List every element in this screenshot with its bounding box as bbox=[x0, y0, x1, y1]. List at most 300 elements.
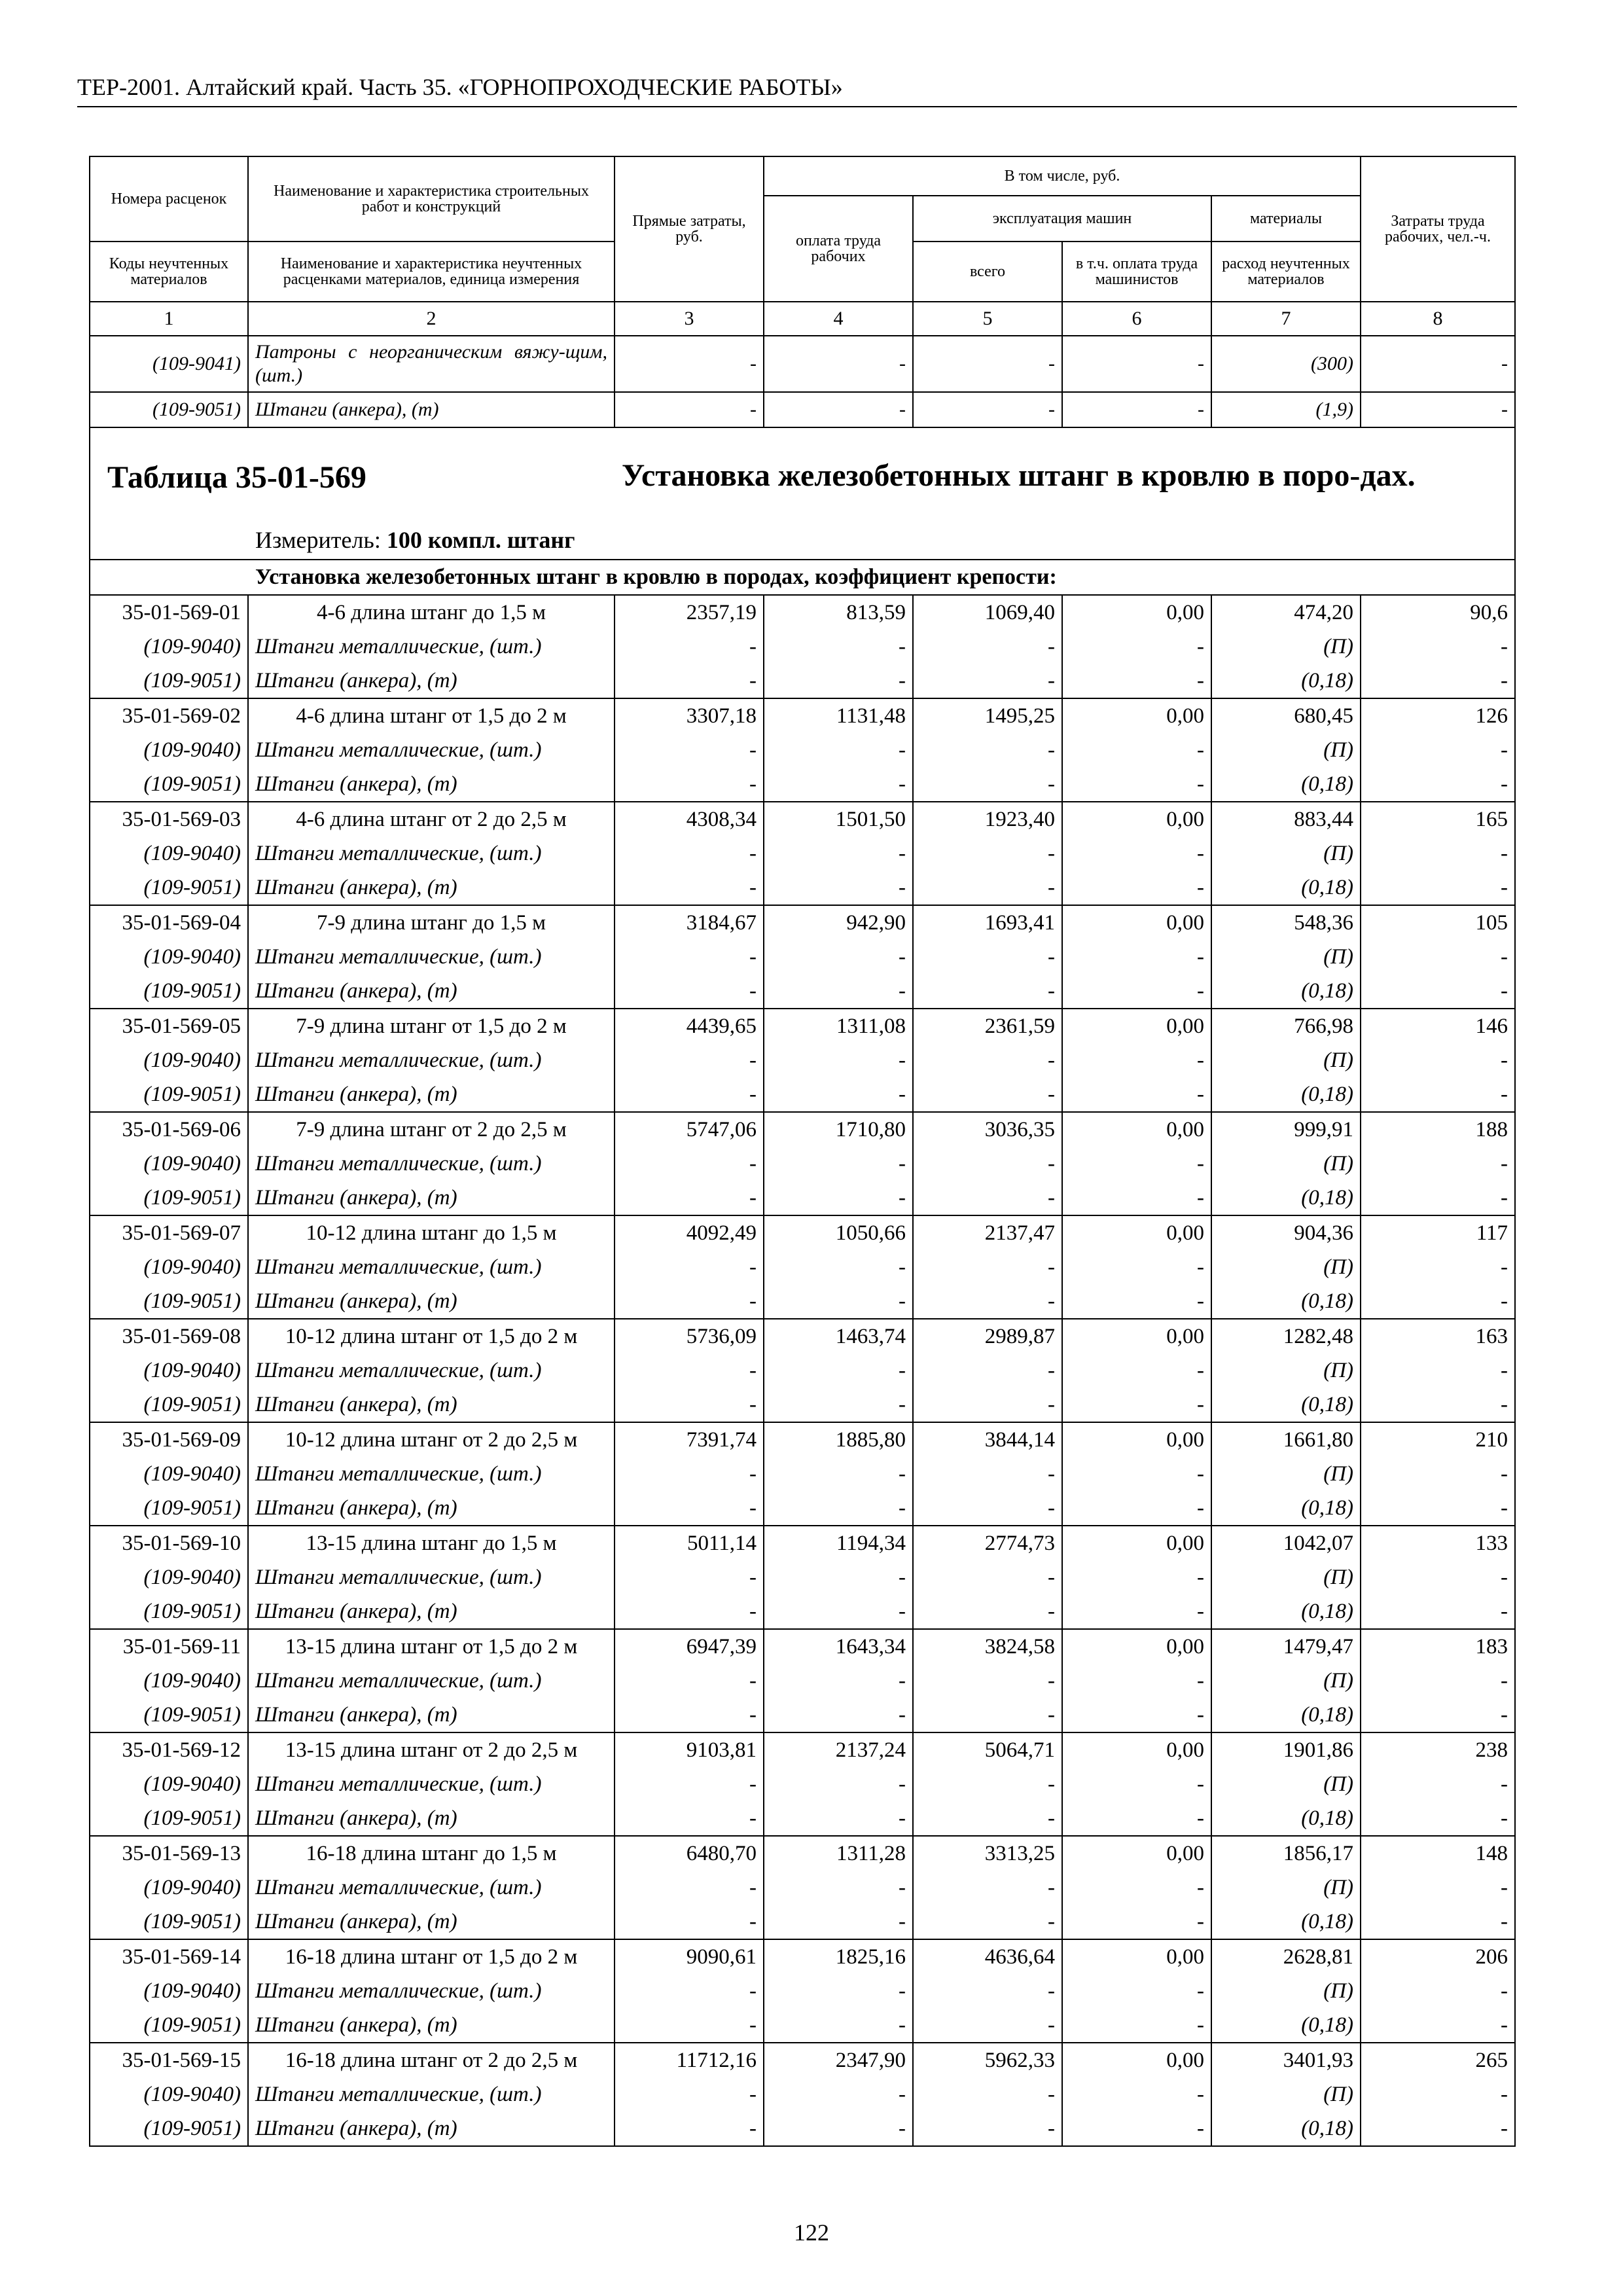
cell-direct: - bbox=[615, 1664, 764, 1698]
material-row bbox=[90, 1905, 1515, 1939]
cell-material-consumption: 883,44 bbox=[1211, 802, 1361, 836]
cell-direct: 2357,19 bbox=[615, 595, 764, 630]
material-name: Штанги металлические, (шт.) bbox=[248, 2077, 615, 2111]
cell-machines: - bbox=[913, 2008, 1062, 2043]
cell-direct: - bbox=[615, 1801, 764, 1836]
cell-worker-pay: - bbox=[764, 1388, 913, 1422]
rate-code: 35-01-569-09 bbox=[90, 1422, 248, 1457]
cell-direct: - bbox=[615, 1147, 764, 1181]
cell-worker-pay: - bbox=[764, 2008, 913, 2043]
material-row bbox=[90, 1664, 1515, 1698]
rate-row bbox=[90, 595, 1515, 630]
cell-operator-pay: - bbox=[1062, 392, 1211, 427]
cell-worker-pay: 1311,28 bbox=[764, 1836, 913, 1871]
rate-row bbox=[90, 1319, 1515, 1354]
material-row bbox=[90, 1181, 1515, 1215]
cell-machines: - bbox=[913, 1767, 1062, 1801]
table-number: Таблица 35-01-569 bbox=[107, 460, 366, 495]
rate-name: 13-15 длина штанг от 2 до 2,5 м bbox=[248, 1732, 615, 1767]
cell-operator-pay: 0,00 bbox=[1062, 2043, 1211, 2077]
rate-name: 13-15 длина штанг до 1,5 м bbox=[248, 1526, 615, 1560]
material-code: (109-9040) bbox=[90, 630, 248, 664]
cell-worker-pay: 1710,80 bbox=[764, 1112, 913, 1147]
cell-material-consumption: (П) bbox=[1211, 836, 1361, 870]
material-row bbox=[90, 1077, 1515, 1112]
cell-labor: 238 bbox=[1361, 1732, 1515, 1767]
material-code: (109-9040) bbox=[90, 733, 248, 767]
cell-worker-pay: - bbox=[764, 1801, 913, 1836]
cell-material-consumption: (П) bbox=[1211, 1250, 1361, 1284]
rate-code: 35-01-569-12 bbox=[90, 1732, 248, 1767]
cell-material-consumption: (П) bbox=[1211, 940, 1361, 974]
cell-labor: - bbox=[1361, 2008, 1515, 2043]
cell-material-consumption: (П) bbox=[1211, 1147, 1361, 1181]
material-name: Штанги металлические, (шт.) bbox=[248, 1457, 615, 1491]
cell-machines: 3036,35 bbox=[913, 1112, 1062, 1147]
cell-labor: 148 bbox=[1361, 1836, 1515, 1871]
cell-worker-pay: - bbox=[764, 1871, 913, 1905]
cell-direct: - bbox=[615, 1077, 764, 1112]
cell-machines: 5962,33 bbox=[913, 2043, 1062, 2077]
header-materials: материалы bbox=[1211, 196, 1361, 242]
cell-machines: - bbox=[913, 1354, 1062, 1388]
cell-operator-pay: - bbox=[1062, 974, 1211, 1009]
material-code: (109-9051) bbox=[90, 1181, 248, 1215]
material-row bbox=[90, 836, 1515, 870]
cell-direct: 9090,61 bbox=[615, 1939, 764, 1974]
material-name: Штанги (анкера), (т) bbox=[248, 1698, 615, 1732]
material-row bbox=[90, 1698, 1515, 1732]
cell-material-consumption: 999,91 bbox=[1211, 1112, 1361, 1147]
material-name: Штанги металлические, (шт.) bbox=[248, 1354, 615, 1388]
cell-worker-pay: - bbox=[764, 1664, 913, 1698]
cell-machines: 3313,25 bbox=[913, 1836, 1062, 1871]
cell-operator-pay: - bbox=[1062, 1250, 1211, 1284]
cell-direct: - bbox=[615, 1354, 764, 1388]
cell-material-consumption: (0,18) bbox=[1211, 1594, 1361, 1629]
material-row bbox=[90, 1974, 1515, 2008]
material-code: (109-9040) bbox=[90, 836, 248, 870]
rate-row bbox=[90, 1629, 1515, 1664]
cell-machines: - bbox=[913, 836, 1062, 870]
cell-worker-pay: 2137,24 bbox=[764, 1732, 913, 1767]
cell-worker-pay: 942,90 bbox=[764, 905, 913, 940]
cell-machines: - bbox=[913, 1250, 1062, 1284]
cell-material-consumption: (П) bbox=[1211, 1560, 1361, 1594]
cell-direct: - bbox=[615, 1043, 764, 1077]
cell-worker-pay: 1050,66 bbox=[764, 1215, 913, 1250]
material-name: Штанги металлические, (шт.) bbox=[248, 1871, 615, 1905]
cell-operator-pay: - bbox=[1062, 733, 1211, 767]
cell-material-consumption: (П) bbox=[1211, 1664, 1361, 1698]
cell-labor: - bbox=[1361, 1354, 1515, 1388]
cell-labor: - bbox=[1361, 336, 1515, 392]
rates-table bbox=[89, 156, 1516, 2147]
cell-machines: - bbox=[913, 1905, 1062, 1939]
cell-operator-pay: - bbox=[1062, 1560, 1211, 1594]
cell-material-consumption: (0,18) bbox=[1211, 974, 1361, 1009]
cell-operator-pay: - bbox=[1062, 630, 1211, 664]
cell-direct: 11712,16 bbox=[615, 2043, 764, 2077]
cell-worker-pay: 1131,48 bbox=[764, 698, 913, 733]
cell-machines: - bbox=[913, 1664, 1062, 1698]
rate-code: 35-01-569-10 bbox=[90, 1526, 248, 1560]
column-number: 4 bbox=[764, 302, 913, 336]
material-name: Штанги металлические, (шт.) bbox=[248, 1560, 615, 1594]
cell-labor: - bbox=[1361, 664, 1515, 698]
cell-labor: - bbox=[1361, 1043, 1515, 1077]
material-name: Штанги металлические, (шт.) bbox=[248, 1147, 615, 1181]
cell-labor: 126 bbox=[1361, 698, 1515, 733]
cell-operator-pay: 0,00 bbox=[1062, 698, 1211, 733]
cell-operator-pay: - bbox=[1062, 1043, 1211, 1077]
rate-name: 7-9 длина штанг от 1,5 до 2 м bbox=[248, 1009, 615, 1043]
cell-worker-pay: - bbox=[764, 1767, 913, 1801]
cell-labor: - bbox=[1361, 1457, 1515, 1491]
cell-labor: - bbox=[1361, 1388, 1515, 1422]
cell-worker-pay: - bbox=[764, 1905, 913, 1939]
cell-worker-pay: 1463,74 bbox=[764, 1319, 913, 1354]
cell-worker-pay: - bbox=[764, 836, 913, 870]
cell-labor: - bbox=[1361, 1147, 1515, 1181]
cell-machines: - bbox=[913, 1871, 1062, 1905]
cell-material-consumption: (0,18) bbox=[1211, 1077, 1361, 1112]
cell-direct: - bbox=[615, 974, 764, 1009]
section-title: Установка железобетонных штанг в кровлю в породах, коэффициент крепости: bbox=[90, 560, 1515, 595]
material-row bbox=[90, 1594, 1515, 1629]
cell-operator-pay: - bbox=[1062, 664, 1211, 698]
cell-direct: - bbox=[615, 1871, 764, 1905]
rate-name: 16-18 длина штанг от 1,5 до 2 м bbox=[248, 1939, 615, 1974]
cell-material-consumption: (0,18) bbox=[1211, 870, 1361, 905]
cell-operator-pay: - bbox=[1062, 1147, 1211, 1181]
material-code: (109-9051) bbox=[90, 1284, 248, 1319]
cell-worker-pay: - bbox=[764, 1560, 913, 1594]
rate-name: 10-12 длина штанг от 1,5 до 2 м bbox=[248, 1319, 615, 1354]
column-number: 7 bbox=[1211, 302, 1361, 336]
header-material-codes: Коды неучтенных материалов bbox=[90, 242, 248, 302]
cell-material-consumption: (0,18) bbox=[1211, 2008, 1361, 2043]
rate-name: 16-18 длина штанг от 2 до 2,5 м bbox=[248, 2043, 615, 2077]
cell-material-consumption: (П) bbox=[1211, 1974, 1361, 2008]
cell-labor: 188 bbox=[1361, 1112, 1515, 1147]
column-number: 1 bbox=[90, 302, 248, 336]
measure-label: Измеритель: bbox=[255, 527, 381, 553]
rate-code: 35-01-569-14 bbox=[90, 1939, 248, 1974]
cell-worker-pay: - bbox=[764, 1974, 913, 2008]
cell-worker-pay: 1825,16 bbox=[764, 1939, 913, 1974]
material-row bbox=[90, 2008, 1515, 2043]
cell-labor: - bbox=[1361, 2111, 1515, 2146]
cell-material-consumption: 904,36 bbox=[1211, 1215, 1361, 1250]
cell-operator-pay: - bbox=[1062, 1974, 1211, 2008]
header-labor-hours: Затраты труда рабочих, чел.-ч. bbox=[1361, 156, 1515, 302]
cell-material-consumption: 474,20 bbox=[1211, 595, 1361, 630]
material-row bbox=[90, 1801, 1515, 1836]
cell-worker-pay: - bbox=[764, 1043, 913, 1077]
cell-material-consumption: (1,9) bbox=[1211, 392, 1361, 427]
cell-machines: - bbox=[913, 1698, 1062, 1732]
material-row bbox=[90, 767, 1515, 802]
cell-labor: 146 bbox=[1361, 1009, 1515, 1043]
material-code: (109-9040) bbox=[90, 1664, 248, 1698]
material-code: (109-9040) bbox=[90, 940, 248, 974]
rate-row bbox=[90, 1732, 1515, 1767]
cell-operator-pay: 0,00 bbox=[1062, 1732, 1211, 1767]
cell-direct: - bbox=[615, 1388, 764, 1422]
cell-operator-pay: - bbox=[1062, 1871, 1211, 1905]
cell-material-consumption: (0,18) bbox=[1211, 1491, 1361, 1526]
cell-worker-pay: - bbox=[764, 733, 913, 767]
material-name: Патроны с неорганическим вяжу-щим, (шт.) bbox=[248, 336, 615, 392]
cell-operator-pay: - bbox=[1062, 1457, 1211, 1491]
rate-code: 35-01-569-02 bbox=[90, 698, 248, 733]
cell-operator-pay: - bbox=[1062, 836, 1211, 870]
cell-direct: - bbox=[615, 1181, 764, 1215]
rate-row bbox=[90, 802, 1515, 836]
material-code: (109-9040) bbox=[90, 2077, 248, 2111]
cell-material-consumption: (0,18) bbox=[1211, 1698, 1361, 1732]
material-name: Штанги металлические, (шт.) bbox=[248, 1250, 615, 1284]
rate-name: 7-9 длина штанг до 1,5 м bbox=[248, 905, 615, 940]
material-code: (109-9040) bbox=[90, 1767, 248, 1801]
material-code: (109-9040) bbox=[90, 1974, 248, 2008]
material-code: (109-9051) bbox=[90, 2008, 248, 2043]
cell-direct: - bbox=[615, 2077, 764, 2111]
cell-direct: - bbox=[615, 1594, 764, 1629]
cell-labor: 117 bbox=[1361, 1215, 1515, 1250]
column-numbers-row bbox=[90, 302, 1515, 336]
cell-labor: - bbox=[1361, 2077, 1515, 2111]
rate-row bbox=[90, 1422, 1515, 1457]
cell-direct: 5736,09 bbox=[615, 1319, 764, 1354]
rate-code: 35-01-569-08 bbox=[90, 1319, 248, 1354]
rate-name: 16-18 длина штанг до 1,5 м bbox=[248, 1836, 615, 1871]
material-name: Штанги (анкера), (т) bbox=[248, 1077, 615, 1112]
rate-code: 35-01-569-13 bbox=[90, 1836, 248, 1871]
cell-direct: - bbox=[615, 1767, 764, 1801]
cell-operator-pay: 0,00 bbox=[1062, 595, 1211, 630]
cell-machines: 1923,40 bbox=[913, 802, 1062, 836]
cell-direct: 4439,65 bbox=[615, 1009, 764, 1043]
cell-material-consumption: 548,36 bbox=[1211, 905, 1361, 940]
rate-row bbox=[90, 1939, 1515, 1974]
cell-machines: - bbox=[913, 974, 1062, 1009]
cell-material-consumption: (П) bbox=[1211, 1043, 1361, 1077]
cell-machines: 4636,64 bbox=[913, 1939, 1062, 1974]
rate-name: 4-6 длина штанг от 1,5 до 2 м bbox=[248, 698, 615, 733]
cell-machines: - bbox=[913, 940, 1062, 974]
cell-machines: 1069,40 bbox=[913, 595, 1062, 630]
cell-worker-pay: - bbox=[764, 1284, 913, 1319]
cell-material-consumption: (П) bbox=[1211, 1871, 1361, 1905]
rate-row bbox=[90, 905, 1515, 940]
cell-direct: 4092,49 bbox=[615, 1215, 764, 1250]
cell-machines: - bbox=[913, 1388, 1062, 1422]
material-row bbox=[90, 1250, 1515, 1284]
material-name: Штанги металлические, (шт.) bbox=[248, 1767, 615, 1801]
cell-worker-pay: - bbox=[764, 630, 913, 664]
cell-labor: 133 bbox=[1361, 1526, 1515, 1560]
header-machines: эксплуатация машин bbox=[913, 196, 1211, 242]
cell-direct: - bbox=[615, 2111, 764, 2146]
material-row bbox=[90, 870, 1515, 905]
cell-machines: 1693,41 bbox=[913, 905, 1062, 940]
rate-code: 35-01-569-11 bbox=[90, 1629, 248, 1664]
header-machines-total: всего bbox=[913, 242, 1062, 302]
cell-operator-pay: - bbox=[1062, 1284, 1211, 1319]
material-row bbox=[90, 630, 1515, 664]
page-number: 122 bbox=[794, 2219, 829, 2246]
rate-row bbox=[90, 1836, 1515, 1871]
material-code: (109-9051) bbox=[90, 392, 248, 427]
cell-operator-pay: - bbox=[1062, 2111, 1211, 2146]
cell-worker-pay: - bbox=[764, 2111, 913, 2146]
cell-labor: - bbox=[1361, 1560, 1515, 1594]
cell-direct: 9103,81 bbox=[615, 1732, 764, 1767]
cell-direct: 6480,70 bbox=[615, 1836, 764, 1871]
cell-operator-pay: 0,00 bbox=[1062, 1836, 1211, 1871]
cell-machines: - bbox=[913, 1457, 1062, 1491]
cell-operator-pay: 0,00 bbox=[1062, 1526, 1211, 1560]
cell-material-consumption: 2628,81 bbox=[1211, 1939, 1361, 1974]
cell-worker-pay: - bbox=[764, 1491, 913, 1526]
cell-labor: - bbox=[1361, 630, 1515, 664]
cell-worker-pay: 1311,08 bbox=[764, 1009, 913, 1043]
material-code: (109-9051) bbox=[90, 2111, 248, 2146]
measure-line bbox=[255, 526, 575, 554]
material-name: Штанги металлические, (шт.) bbox=[248, 630, 615, 664]
cell-machines: - bbox=[913, 767, 1062, 802]
cell-operator-pay: - bbox=[1062, 1491, 1211, 1526]
cell-operator-pay: 0,00 bbox=[1062, 1629, 1211, 1664]
cell-labor: 90,6 bbox=[1361, 595, 1515, 630]
material-code: (109-9051) bbox=[90, 664, 248, 698]
rate-row bbox=[90, 1112, 1515, 1147]
cell-operator-pay: 0,00 bbox=[1062, 1939, 1211, 1974]
cell-worker-pay: - bbox=[764, 1250, 913, 1284]
cell-material-consumption: 1282,48 bbox=[1211, 1319, 1361, 1354]
cell-worker-pay: - bbox=[764, 940, 913, 974]
material-name: Штанги металлические, (шт.) bbox=[248, 940, 615, 974]
table-title-block bbox=[90, 427, 1515, 560]
cell-direct: - bbox=[615, 1974, 764, 2008]
material-name: Штанги (анкера), (т) bbox=[248, 1594, 615, 1629]
cell-labor: - bbox=[1361, 1181, 1515, 1215]
cell-worker-pay: - bbox=[764, 336, 913, 392]
cell-direct: 3307,18 bbox=[615, 698, 764, 733]
page-header: ТЕР-2001. Алтайский край. Часть 35. «ГОРНОПРОХОДЧЕСКИЕ РАБОТЫ» bbox=[77, 73, 1517, 107]
rate-code: 35-01-569-03 bbox=[90, 802, 248, 836]
material-row bbox=[90, 940, 1515, 974]
header-unaccounted-materials: расход неучтенных материалов bbox=[1211, 242, 1361, 302]
material-name: Штанги металлические, (шт.) bbox=[248, 836, 615, 870]
cell-machines: - bbox=[913, 392, 1062, 427]
cell-operator-pay: - bbox=[1062, 767, 1211, 802]
cell-labor: - bbox=[1361, 1491, 1515, 1526]
cell-worker-pay: - bbox=[764, 974, 913, 1009]
rate-code: 35-01-569-05 bbox=[90, 1009, 248, 1043]
rate-row bbox=[90, 2043, 1515, 2077]
cell-operator-pay: - bbox=[1062, 1594, 1211, 1629]
cell-material-consumption: (0,18) bbox=[1211, 1388, 1361, 1422]
rate-name: 13-15 длина штанг от 1,5 до 2 м bbox=[248, 1629, 615, 1664]
cell-direct: - bbox=[615, 836, 764, 870]
cell-machines: - bbox=[913, 2077, 1062, 2111]
material-name: Штанги (анкера), (т) bbox=[248, 1491, 615, 1526]
cell-direct: - bbox=[615, 1457, 764, 1491]
cell-direct: - bbox=[615, 1284, 764, 1319]
cell-direct: - bbox=[615, 733, 764, 767]
column-number: 6 bbox=[1062, 302, 1211, 336]
header-material-names: Наименование и характеристика неучтенных расценками материалов, единица измерения bbox=[248, 242, 615, 302]
cell-worker-pay: 1885,80 bbox=[764, 1422, 913, 1457]
continuation-row bbox=[90, 336, 1515, 392]
material-row bbox=[90, 1491, 1515, 1526]
cell-operator-pay: - bbox=[1062, 1181, 1211, 1215]
cell-operator-pay: - bbox=[1062, 1354, 1211, 1388]
cell-operator-pay: 0,00 bbox=[1062, 1215, 1211, 1250]
material-row bbox=[90, 1871, 1515, 1905]
cell-machines: - bbox=[913, 1491, 1062, 1526]
cell-machines: - bbox=[913, 336, 1062, 392]
material-row bbox=[90, 1354, 1515, 1388]
cell-labor: 163 bbox=[1361, 1319, 1515, 1354]
cell-labor: - bbox=[1361, 870, 1515, 905]
header-in-total: В том числе, руб. bbox=[764, 156, 1361, 196]
material-code: (109-9041) bbox=[90, 336, 248, 392]
cell-direct: - bbox=[615, 940, 764, 974]
cell-operator-pay: - bbox=[1062, 1698, 1211, 1732]
cell-operator-pay: 0,00 bbox=[1062, 1112, 1211, 1147]
cell-operator-pay: - bbox=[1062, 2008, 1211, 2043]
material-row bbox=[90, 1284, 1515, 1319]
cell-material-consumption: 3401,93 bbox=[1211, 2043, 1361, 2077]
cell-operator-pay: - bbox=[1062, 870, 1211, 905]
cell-operator-pay: - bbox=[1062, 1664, 1211, 1698]
cell-material-consumption: 1856,17 bbox=[1211, 1836, 1361, 1871]
cell-machines: - bbox=[913, 1181, 1062, 1215]
cell-material-consumption: (0,18) bbox=[1211, 2111, 1361, 2146]
cell-material-consumption: (П) bbox=[1211, 1457, 1361, 1491]
cell-machines: 2361,59 bbox=[913, 1009, 1062, 1043]
column-number: 8 bbox=[1361, 302, 1515, 336]
cell-worker-pay: 1501,50 bbox=[764, 802, 913, 836]
cell-operator-pay: - bbox=[1062, 1801, 1211, 1836]
cell-material-consumption: 680,45 bbox=[1211, 698, 1361, 733]
rate-code: 35-01-569-15 bbox=[90, 2043, 248, 2077]
material-row bbox=[90, 1457, 1515, 1491]
cell-direct: - bbox=[615, 767, 764, 802]
cell-operator-pay: - bbox=[1062, 1077, 1211, 1112]
continuation-row bbox=[90, 392, 1515, 427]
material-code: (109-9040) bbox=[90, 1560, 248, 1594]
cell-machines: 2137,47 bbox=[913, 1215, 1062, 1250]
material-code: (109-9040) bbox=[90, 1250, 248, 1284]
cell-worker-pay: - bbox=[764, 870, 913, 905]
material-row bbox=[90, 2111, 1515, 2146]
material-name: Штанги металлические, (шт.) bbox=[248, 1664, 615, 1698]
cell-material-consumption: 1661,80 bbox=[1211, 1422, 1361, 1457]
rate-row bbox=[90, 1526, 1515, 1560]
material-name: Штанги (анкера), (т) bbox=[248, 2008, 615, 2043]
cell-machines: - bbox=[913, 1974, 1062, 2008]
cell-material-consumption: (П) bbox=[1211, 1354, 1361, 1388]
material-code: (109-9051) bbox=[90, 1491, 248, 1526]
cell-material-consumption: (0,18) bbox=[1211, 767, 1361, 802]
material-code: (109-9051) bbox=[90, 1388, 248, 1422]
header-operator-pay: в т.ч. оплата труда машинистов bbox=[1062, 242, 1211, 302]
